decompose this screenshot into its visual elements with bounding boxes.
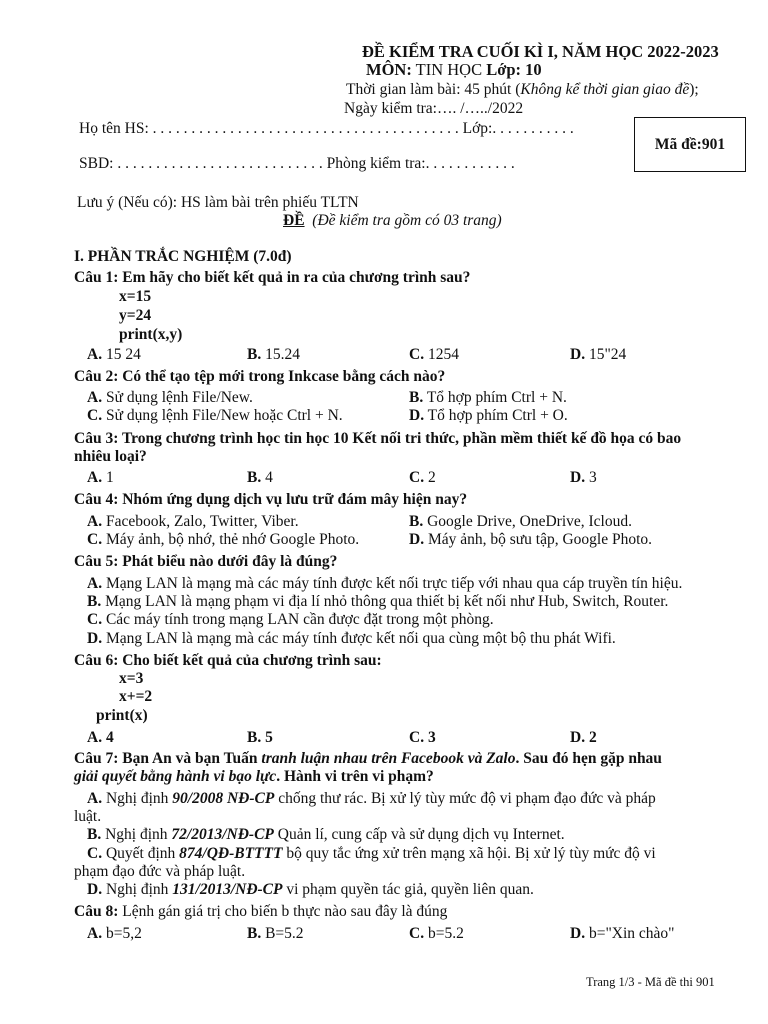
subject-line [366,61,542,80]
q8-option-a: A. b=5,2 [87,925,142,942]
q2-option-b: B. Tổ hợp phím Ctrl + N. [409,389,567,406]
time-end: ); [689,81,699,98]
q4-option-d: D. Máy ảnh, bộ sưu tập, Google Photo. [409,531,653,548]
q5-option-c: C. Các máy tính trong mạng LAN cần được đặt trong một phòng. [87,611,494,628]
q2-option-a: A. Sử dụng lệnh File/New. [87,389,253,406]
q6-option-c: C. 3 [409,729,436,746]
q7-option-a-cont: luật. [74,808,102,825]
q6-code-line-3: print(x) [96,707,148,724]
q6-code-line-1: x=3 [119,670,144,687]
q3-option-b: B. 4 [247,469,273,486]
time-line [346,81,699,99]
q2-option-c: C. Sử dụng lệnh File/New hoặc Ctrl + N. [87,407,343,424]
exam-title: ĐỀ KIỂM TRA CUỐI KÌ I, NĂM HỌC 2022-2023 [362,42,719,61]
question-8-stem: Câu 8: Lệnh gán giá trị cho biến b thực nào sau đây là đúng [74,903,448,920]
subject-label: MÔN: [366,60,412,79]
q5-option-a: A. Mạng LAN là mạng mà các máy tính được kết nối trực tiếp với nhau qua cáp truyền tín hiệu. [87,575,683,592]
de-label: ĐỀ [283,212,305,229]
de-line [283,212,502,230]
q8-option-d: D. b="Xin chào" [570,925,675,942]
q7-option-d: D. Nghị định 131/2013/NĐ-CP vi phạm quyền tác giả, quyền liên quan. [87,881,534,898]
student-name-line: Họ tên HS: . . . . . . . . . . . . . . . . . . . . . . . . . . . . . . . . . . . . . . . . Lớp:. . . . . . . . . . . [79,120,574,137]
question-7-stem-2: giải quyết bằng hành vi bạo lực. Hành vi trên vi phạm? [74,768,434,785]
exam-date: Ngày kiểm tra:…. /…../2022 [344,100,524,117]
q4-option-c: C. Máy ảnh, bộ nhớ, thẻ nhớ Google Photo. [87,531,360,548]
q6-code-line-2: x+=2 [119,688,153,705]
exam-code: Mã đề:901 [654,135,726,153]
time-text: Thời gian làm bài: 45 phút ( [346,81,521,98]
q8-option-c: C. b=5.2 [409,925,464,942]
question-7-stem-1: Câu 7: Bạn An và bạn Tuấn tranh luận nhau trên Facebook và Zalo. Sau đó hẹn gặp nhau [74,750,662,767]
q1-code-line-3: print(x,y) [119,326,183,343]
section-title: I. PHẦN TRẮC NGHIỆM (7.0đ) [74,248,292,265]
exam-code-box [634,117,746,172]
page-footer: Trang 1/3 - Mã đề thi 901 [586,975,715,989]
question-6-stem: Câu 6: Cho biết kết quả của chương trình sau: [74,652,382,669]
q5-option-d: D. Mạng LAN là mạng mà các máy tính được kết nối qua cùng một bộ thu phát Wifi. [87,630,616,647]
q4-option-a: A. Facebook, Zalo, Twitter, Viber. [87,513,299,530]
q3-option-c: C. 2 [409,469,436,486]
q1-option-a: A. 15 24 [87,346,141,363]
question-1-stem: Câu 1: Em hãy cho biết kết quả in ra của chương trình sau? [74,269,471,286]
q1-option-d: D. 15"24 [570,346,627,363]
question-2-stem: Câu 2: Có thể tạo tệp mới trong Inkcase bằng cách nào? [74,368,446,385]
q7-option-c: C. Quyết định 874/QĐ-BTTTT bộ quy tắc ứng xử trên mạng xã hội. Bị xử lý tùy mức độ vi [87,845,656,862]
grade-label: Lớp: 10 [486,60,542,79]
q6-option-a: A. 4 [87,729,114,746]
sbd-line: SBD: . . . . . . . . . . . . . . . . . . . . . . . . . . . Phòng kiểm tra:. . . . . . . . . . . . [79,155,515,172]
q7-option-b: B. Nghị định 72/2013/NĐ-CP Quản lí, cung cấp và sử dụng dịch vụ Internet. [87,826,565,843]
q5-option-b: B. Mạng LAN là mạng phạm vi địa lí nhỏ thông qua thiết bị kết nối như Hub, Switch, Router. [87,593,669,610]
q1-code-line-2: y=24 [119,307,152,324]
note-line: Lưu ý (Nếu có): HS làm bài trên phiếu TLTN [77,194,359,211]
question-5-stem: Câu 5: Phát biểu nào dưới đây là đúng? [74,553,338,570]
q7-option-a: A. Nghị định 90/2008 NĐ-CP chống thư rác. Bị xử lý tùy mức độ vi phạm đạo đức và pháp [87,790,656,807]
q4-option-b: B. Google Drive, OneDrive, Icloud. [409,513,632,530]
time-note: Không kể thời gian giao đề [520,81,690,98]
q1-option-b: B. 15.24 [247,346,300,363]
q6-option-b: B. 5 [247,729,273,746]
question-4-stem: Câu 4: Nhóm ứng dụng dịch vụ lưu trữ đám mây hiện nay? [74,491,468,508]
q3-option-a: A. 1 [87,469,114,486]
q7-option-c-cont: phạm đạo đức và pháp luật. [74,863,246,880]
question-3-stem-2: nhiêu loại? [74,448,147,465]
q2-option-d: D. Tổ hợp phím Ctrl + O. [409,407,568,424]
q1-option-c: C. 1254 [409,346,459,363]
question-3-stem-1: Câu 3: Trong chương trình học tin học 10 Kết nối tri thức, phần mềm thiết kế đồ họa có bao [74,430,682,447]
q6-option-d: D. 2 [570,729,597,746]
subject-value: TIN HỌC [411,60,487,79]
q3-option-d: D. 3 [570,469,597,486]
q1-code-line-1: x=15 [119,288,152,305]
de-note: (Đề kiểm tra gồm có 03 trang) [312,212,502,229]
q8-option-b: B. B=5.2 [247,925,304,942]
